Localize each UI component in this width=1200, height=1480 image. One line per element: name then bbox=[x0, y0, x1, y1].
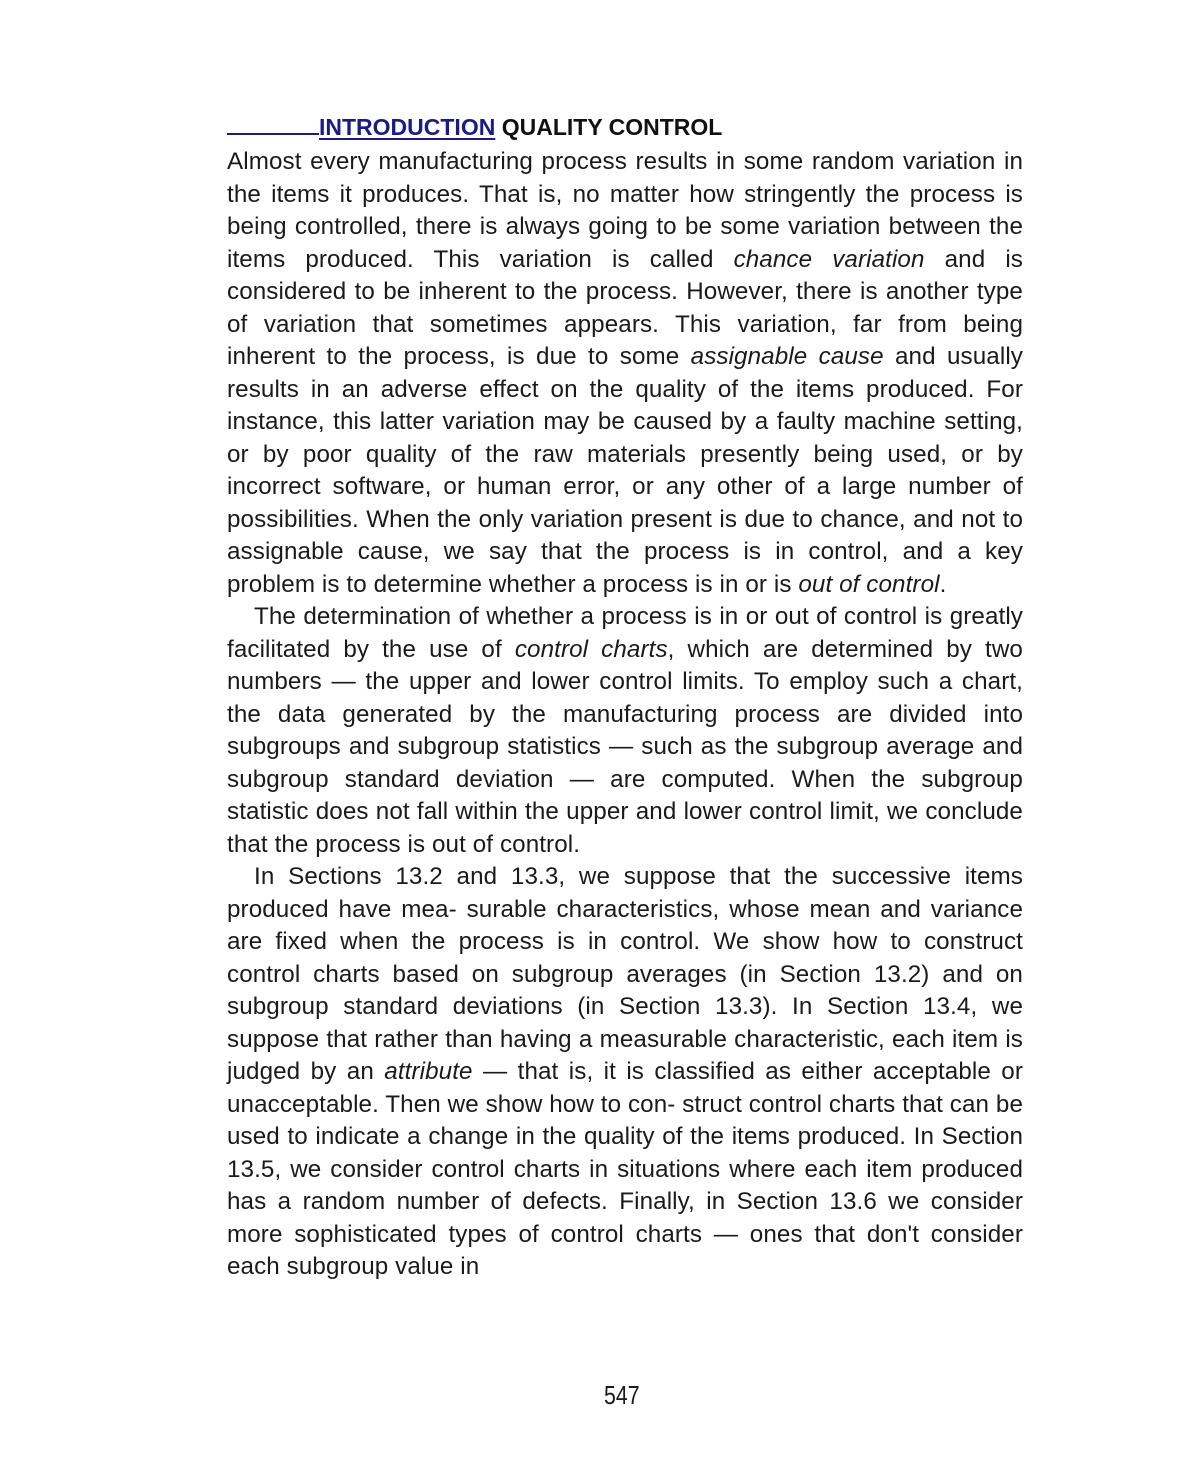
paragraph-2 bbox=[227, 601, 1023, 861]
text-run: . bbox=[939, 570, 947, 598]
page-number-text: 547 bbox=[604, 1380, 640, 1410]
emphasized-term: out of control bbox=[798, 570, 940, 598]
text-run: and usually results in an adverse effect on the quality of the items produced. For instance, this latter variation may be caused by a faulty machine setting, or by poor quality of the raw materials presently being used, or by incorrect software, or human error, or any other of a large number of possibilities. When the only variation present is due to chance, and not to assignable cause, we say that the process is in control, and a key problem is to determine whether a process is in or is bbox=[227, 343, 1023, 598]
page-number bbox=[112, 1380, 1096, 1411]
page-body bbox=[227, 112, 1023, 1284]
emphasized-term: attribute bbox=[384, 1058, 473, 1085]
text-run: and is considered to be inherent to the process. However, there is another type of variation that sometimes appears. This variation, far from being inherent to the process, is due to some bbox=[227, 245, 1023, 370]
emphasized-term: control charts bbox=[514, 635, 668, 663]
paragraph-3 bbox=[227, 861, 1023, 1284]
section-heading bbox=[227, 112, 1023, 142]
introduction-link[interactable]: INTRODUCTION bbox=[319, 114, 496, 140]
emphasized-term: chance variation bbox=[733, 245, 925, 273]
chapter-title: QUALITY CONTROL bbox=[501, 114, 723, 140]
text-run: In Sections 13.2 and 13.3, we suppose that the successive items produced have mea- surable characteristics, whose mean and variance are fixed when the process is in control. We show how to construct control charts based on subgroup averages (in Section 13.2) and on subgroup standard deviations (in Section 13.3). In Section 13.4, we suppose that rather than having a measurable characteristic, each item is judged by an bbox=[227, 863, 1023, 1085]
heading-underline-rule bbox=[227, 112, 319, 135]
text-run: The determination of whether a process is in or out of control is greatly facilitated by the use of bbox=[227, 603, 1023, 663]
text-run: — that is, it is classified as either acceptable or unacceptable. Then we show how to con- struct control charts that can be used to indicate a change in the quality of the items produced. In Section 13.5, we consider control charts in situations where each item produced has a random number of defects. Finally, in Section 13.6 we consider more sophisticated types of control charts — ones that don't consider each subgroup value in bbox=[227, 1058, 1023, 1280]
paragraph-1 bbox=[227, 146, 1023, 601]
emphasized-term: assignable cause bbox=[690, 343, 884, 370]
text-run: Almost every manufacturing process results in some random variation in the items it produces. That is, no matter how stringently the process is being controlled, there is always going to be some variation between the items produced. This variation is called bbox=[227, 148, 1023, 273]
text-run: , which are determined by two numbers — the upper and lower control limits. To employ such a chart, the data generated by the manufacturing process are divided into subgroups and subgroup statistics — such as the subgroup average and subgroup standard deviation — are computed. When the subgroup statistic does not fall within the upper and lower control limit, we conclude that the process is out of control. bbox=[227, 635, 1023, 858]
